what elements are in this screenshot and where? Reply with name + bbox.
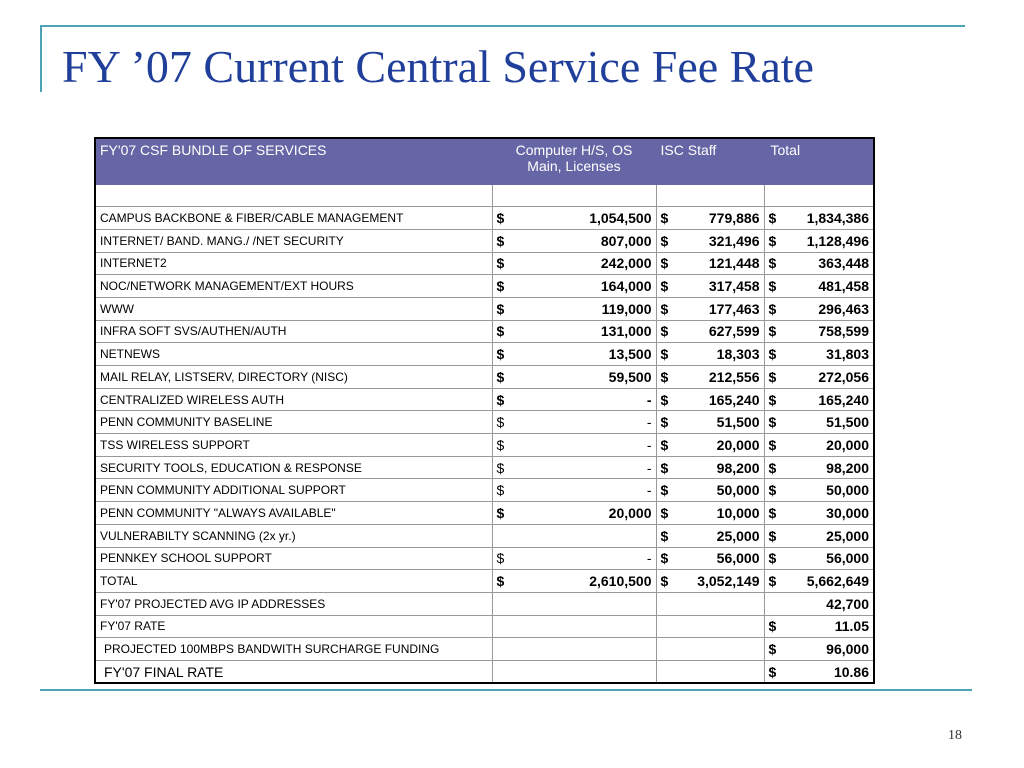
row-c2-amount: 13,500 [608,346,652,363]
row-c4-currency: $ [768,504,777,521]
row-c4-amount: 296,463 [818,300,869,317]
row-c4-cell [764,479,874,502]
row-c3-cell [656,366,764,389]
table-row [95,297,874,320]
row-c3-amount: 779,886 [708,210,760,227]
row-c2-amount: - [646,414,652,431]
row-label: CAMPUS BACKBONE & FIBER/CABLE MANAGEMENT [95,207,492,230]
table-row [95,547,874,570]
row-c4-amount: 1,128,496 [806,232,869,249]
row-label: SECURITY TOOLS, EDUCATION & RESPONSE [95,456,492,479]
row-c3-amount: 321,496 [708,232,760,249]
row-c4-amount: 56,000 [826,550,869,567]
row-c4-cell [764,229,874,252]
table-row [95,434,874,457]
table-row [95,275,874,298]
row-c2-amount: 20,000 [608,504,652,521]
row-c4-currency: $ [768,346,777,363]
row-c4-amount: 165,240 [818,391,869,408]
row-c3-cell [656,297,764,320]
row-label: INTERNET/ BAND. MANG./ /NET SECURITY [95,229,492,252]
row-c3-currency: $ [660,391,669,408]
row-c2-amount: 59,500 [608,368,652,385]
row-c3-amount: 18,303 [716,346,760,363]
row-c4-cell [764,547,874,570]
table-row [95,229,874,252]
row-c2-currency: $ [496,550,505,567]
csf-fee-table [94,137,875,684]
row-c3-cell [656,479,764,502]
row-c4-cell [764,411,874,434]
header-computer-hs [492,138,656,184]
row-c4-cell [764,502,874,525]
row-c2-currency: $ [496,573,505,590]
row-c3-currency: $ [660,573,669,590]
row-c2-amount: 119,000 [601,300,652,317]
row-c4-amount: 42,700 [826,595,869,612]
header-services: FY'07 CSF BUNDLE OF SERVICES [95,138,492,184]
row-c3-cell [656,615,764,638]
row-c4-currency: $ [768,232,777,249]
row-c4-currency: $ [768,573,777,590]
row-label: VULNERABILTY SCANNING (2x yr.) [95,524,492,547]
row-label: PROJECTED 100MBPS BANDWITH SURCHARGE FUNDING [95,638,492,661]
row-c3-currency: $ [660,504,669,521]
row-c2-amount: 1,054,500 [589,210,652,227]
row-c3-currency: $ [660,323,669,340]
row-c3-amount: 50,000 [716,482,760,499]
row-c4-cell [764,638,874,661]
row-c2-amount: 2,610,500 [589,573,652,590]
row-c4-currency: $ [768,323,777,340]
row-c3-amount: 10,000 [716,504,760,521]
row-c2-currency: $ [496,255,505,272]
row-c4-cell [764,615,874,638]
row-c3-cell [656,638,764,661]
table-row [95,502,874,525]
row-c2-currency: $ [496,436,505,453]
row-c3-cell [656,660,764,683]
row-c3-currency: $ [660,210,669,227]
table-spacer-row [95,184,874,207]
table-row [95,252,874,275]
row-c3-amount: 98,200 [716,459,760,476]
row-label: TSS WIRELESS SUPPORT [95,434,492,457]
row-c2-cell [492,615,656,638]
row-c4-cell [764,343,874,366]
page-number: 18 [948,728,962,743]
table-header-row [95,138,874,184]
row-c2-currency: $ [496,346,505,363]
row-c4-currency: $ [768,459,777,476]
row-label: NOC/NETWORK MANAGEMENT/EXT HOURS [95,275,492,298]
row-c4-amount: 10.86 [833,663,869,680]
row-c4-cell [764,252,874,275]
row-c3-cell [656,229,764,252]
row-c4-cell [764,275,874,298]
row-c3-currency: $ [660,368,669,385]
row-c4-amount: 1,834,386 [806,210,869,227]
row-c2-amount: - [646,459,652,476]
row-c3-currency: $ [660,300,669,317]
table-row [95,388,874,411]
row-c2-amount: 807,000 [600,232,652,249]
row-label: FY'07 RATE [95,615,492,638]
frame-bottom-rule [40,689,972,691]
row-c3-amount: 317,458 [708,278,760,295]
row-c4-currency: $ [768,663,777,680]
row-label: WWW [95,297,492,320]
row-c3-cell [656,592,764,615]
row-label: FY'07 FINAL RATE [95,660,492,683]
row-c3-amount: 177,463 [708,300,760,317]
row-c4-amount: 30,000 [826,504,869,521]
row-c2-currency: $ [496,482,505,499]
row-c4-amount: 363,448 [818,255,869,272]
row-c2-cell [492,207,656,230]
row-c4-cell [764,524,874,547]
row-c2-amount: - [646,550,652,567]
row-c2-cell [492,660,656,683]
row-c2-cell [492,638,656,661]
row-c3-currency: $ [660,550,669,567]
row-label: TOTAL [95,570,492,593]
table-row [95,411,874,434]
row-c2-cell [492,343,656,366]
row-c4-currency: $ [768,255,777,272]
row-label: NETNEWS [95,343,492,366]
row-c2-cell [492,570,656,593]
row-c4-currency: $ [768,391,777,408]
header-computer-hs-line2: Main, Licenses [527,158,621,174]
row-c3-amount: 56,000 [716,550,760,567]
row-c2-cell [492,252,656,275]
table-row [95,570,874,593]
row-c2-cell [492,434,656,457]
row-c2-cell [492,320,656,343]
row-c3-cell [656,434,764,457]
row-c3-amount: 51,500 [716,414,760,431]
row-c3-cell [656,275,764,298]
table-row [95,366,874,389]
row-c4-cell [764,660,874,683]
row-c4-currency: $ [768,618,777,635]
row-c3-currency: $ [660,346,669,363]
frame-vertical-rule [40,25,42,92]
row-c2-currency: $ [496,368,505,385]
row-c2-cell [492,524,656,547]
row-c4-amount: 272,056 [818,368,869,385]
row-c3-cell [656,502,764,525]
table-row [95,592,874,615]
row-c4-currency: $ [768,436,777,453]
row-label: MAIL RELAY, LISTSERV, DIRECTORY (NISC) [95,366,492,389]
row-c3-amount: 212,556 [708,368,760,385]
row-c3-currency: $ [660,278,669,295]
row-c4-currency: $ [768,210,777,227]
row-label: PENN COMMUNITY "ALWAYS AVAILABLE" [95,502,492,525]
row-c3-cell [656,207,764,230]
row-c4-currency: $ [768,368,777,385]
row-c2-currency: $ [496,232,505,249]
row-c4-amount: 51,500 [826,414,869,431]
row-label: INTERNET2 [95,252,492,275]
row-c4-cell [764,366,874,389]
row-c4-amount: 31,803 [826,346,869,363]
row-c3-cell [656,570,764,593]
row-c2-cell [492,366,656,389]
row-c4-amount: 11.05 [834,618,869,635]
row-c2-amount: 242,000 [600,255,652,272]
row-c2-cell [492,229,656,252]
frame-top-rule [40,25,965,27]
header-isc-staff: ISC Staff [656,138,764,184]
row-c3-currency: $ [660,527,669,544]
row-c3-currency: $ [660,232,669,249]
table-row [95,638,874,661]
row-c2-currency: $ [496,391,505,408]
row-label: FY'07 PROJECTED AVG IP ADDRESSES [95,592,492,615]
row-c2-cell [492,411,656,434]
row-c4-amount: 50,000 [826,482,869,499]
row-c2-amount: 131,000 [600,323,652,340]
table-row [95,343,874,366]
slide-title: FY ’07 Current Central Service Fee Rate [62,41,814,92]
row-c4-currency: $ [768,414,777,431]
row-c2-amount: - [646,482,652,499]
row-c3-amount: 20,000 [716,436,760,453]
row-c4-amount: 98,200 [826,459,869,476]
row-label: PENN COMMUNITY BASELINE [95,411,492,434]
row-c2-currency: $ [496,459,505,476]
row-c3-amount: 121,448 [708,255,760,272]
table-row [95,320,874,343]
row-c3-amount: 627,599 [708,323,760,340]
row-c3-cell [656,411,764,434]
row-c4-amount: 25,000 [826,527,869,544]
row-c3-cell [656,388,764,411]
table-row [95,615,874,638]
row-c3-amount: 3,052,149 [697,573,760,590]
row-c2-cell [492,456,656,479]
table-row [95,524,874,547]
row-c4-currency: $ [768,550,777,567]
row-c4-currency: $ [768,527,777,544]
row-c2-currency: $ [496,504,505,521]
row-c2-amount: - [646,391,652,408]
row-c4-cell [764,434,874,457]
row-c2-cell [492,479,656,502]
row-c3-currency: $ [660,436,669,453]
header-computer-hs-line1: Computer H/S, OS [515,142,633,158]
row-label: CENTRALIZED WIRELESS AUTH [95,388,492,411]
row-c4-amount: 481,458 [818,278,869,295]
row-c2-currency: $ [496,210,505,227]
row-c2-cell [492,592,656,615]
row-c2-currency: $ [496,414,505,431]
row-c3-amount: 25,000 [716,527,760,544]
row-c2-currency: $ [496,278,505,295]
row-c2-amount: - [646,436,652,453]
row-c2-cell [492,297,656,320]
row-c2-currency: $ [496,323,505,340]
row-label: INFRA SOFT SVS/AUTHEN/AUTH [95,320,492,343]
row-label: PENNKEY SCHOOL SUPPORT [95,547,492,570]
table-row [95,479,874,502]
row-c4-cell [764,207,874,230]
row-c3-cell [656,252,764,275]
row-c3-currency: $ [660,459,669,476]
row-c2-cell [492,275,656,298]
row-c4-cell [764,388,874,411]
row-c4-amount: 5,662,649 [806,573,869,590]
row-c3-cell [656,456,764,479]
row-c3-cell [656,524,764,547]
row-c2-cell [492,502,656,525]
row-c2-currency: $ [496,300,505,317]
row-c4-cell [764,320,874,343]
row-c4-currency: $ [768,278,777,295]
row-c3-cell [656,343,764,366]
row-c4-cell [764,297,874,320]
row-c3-cell [656,547,764,570]
row-c3-currency: $ [660,482,669,499]
row-c3-currency: $ [660,255,669,272]
row-c4-currency: $ [768,482,777,499]
row-label: PENN COMMUNITY ADDITIONAL SUPPORT [95,479,492,502]
table-row [95,207,874,230]
row-c2-cell [492,388,656,411]
row-c4-currency: $ [768,300,777,317]
row-c4-cell [764,592,874,615]
row-c3-cell [656,320,764,343]
row-c3-currency: $ [660,414,669,431]
row-c4-currency: $ [768,641,777,658]
row-c3-amount: 165,240 [708,391,760,408]
table-row [95,456,874,479]
table-row [95,660,874,683]
row-c2-amount: 164,000 [600,278,652,295]
row-c2-cell [492,547,656,570]
row-c4-cell [764,570,874,593]
header-total: Total [764,138,874,184]
row-c4-amount: 20,000 [826,436,869,453]
row-c4-amount: 758,599 [818,323,869,340]
row-c4-cell [764,456,874,479]
row-c4-amount: 96,000 [826,641,869,658]
